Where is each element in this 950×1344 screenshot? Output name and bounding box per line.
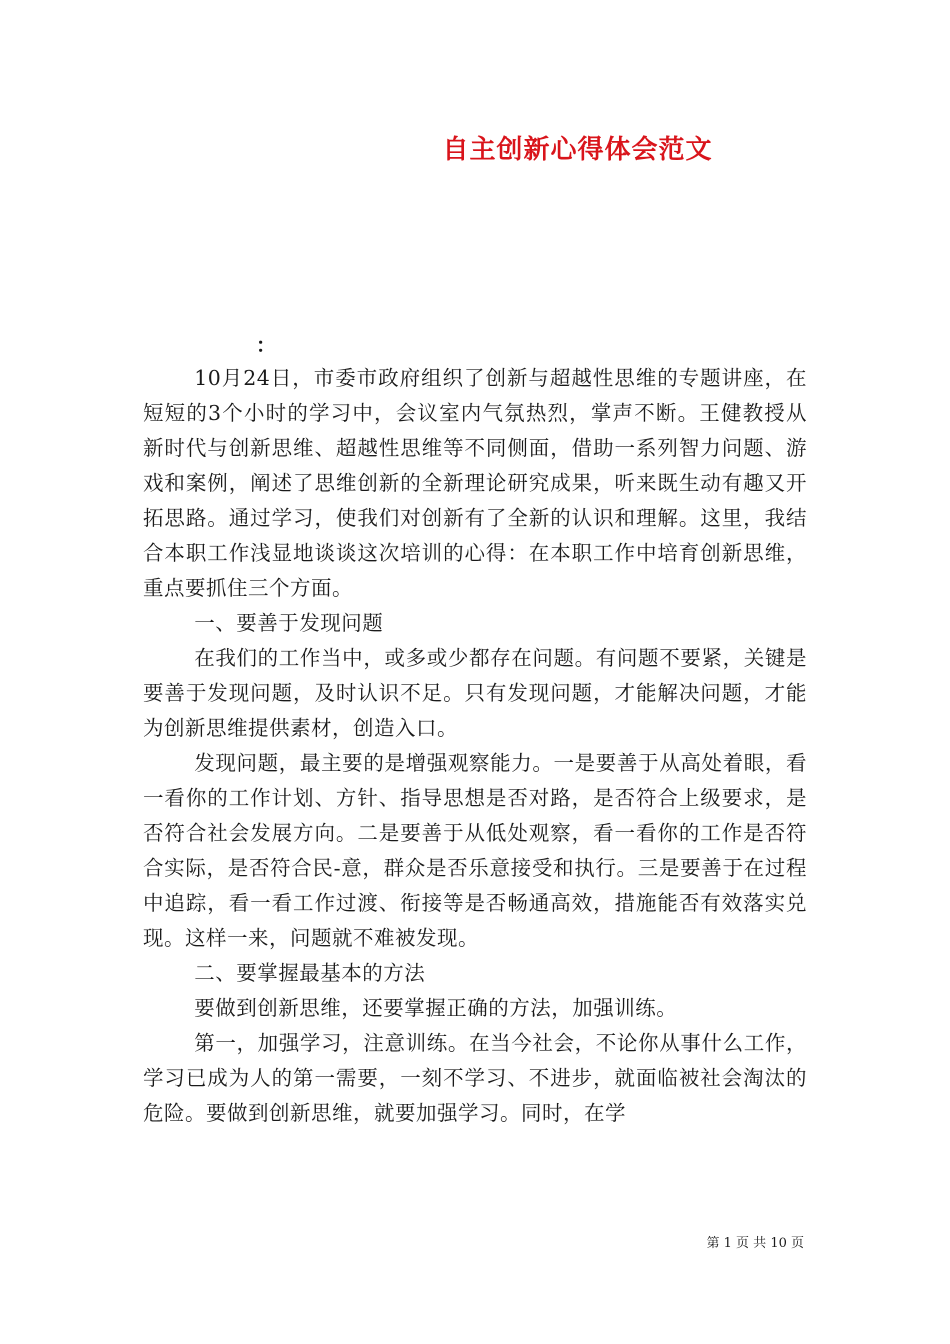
- paragraph: 在我们的工作当中，或多或少都存在问题。有问题不要紧，关键是要善于发现问题，及时认识不足。只有发现问题，才能解决问题，才能为创新思维提供素材，创造入口。: [143, 646, 807, 740]
- paragraph-intro: 10月24日，市委市政府组织了创新与超越性思维的专题讲座，在短短的3个小时的学习中，会议室内气氛热烈，掌声不断。王健教授从新时代与创新思维、超越性思维等不同侧面，借助一系列智力问题、游戏和案例，阐述了思维创新的全新理论研究成果，听来既生动有趣又开拓思路。通过学习，使我们对创新有了全新的认识和理解。这里，我结合本职工作浅显地谈谈这次培训的心得：在本职工作中培育创新思维，重点要抓住三个方面。: [143, 366, 807, 600]
- document-title: 自主创新心得体会范文: [442, 135, 713, 165]
- colon-marker: ：: [256, 333, 276, 357]
- page-number-footer: 第 1 页 共 10 页: [706, 1236, 804, 1251]
- paragraph: 要做到创新思维，还要掌握正确的方法，加强训练。: [194, 996, 678, 1020]
- paragraph: 第一，加强学习，注意训练。在当今社会，不论你从事什么工作，学习已成为人的第一需要，一刻不学习、不进步，就面临被社会淘汰的危险。要做到创新思维，就要加强学习。同时，在学: [143, 1031, 807, 1125]
- paragraph: 发现问题，最主要的是增强观察能力。一是要善于从高处着眼，看一看你的工作计划、方针、指导思想是否对路，是否符合上级要求，是否符合社会发展方向。二是要善于从低处观察，看一看你的工作是否符合实际，是否符合民-意，群众是否乐意接受和执行。三是要善于在过程中追踪，看一看工作过渡、衔接等是否畅通高效，措施能否有效落实兑现。这样一来，问题就不难被发现。: [143, 751, 807, 950]
- section-heading-1: 一、要善于发现问题: [194, 611, 384, 635]
- document-body: [143, 361, 807, 1131]
- section-heading-2: 二、要掌握最基本的方法: [194, 961, 426, 985]
